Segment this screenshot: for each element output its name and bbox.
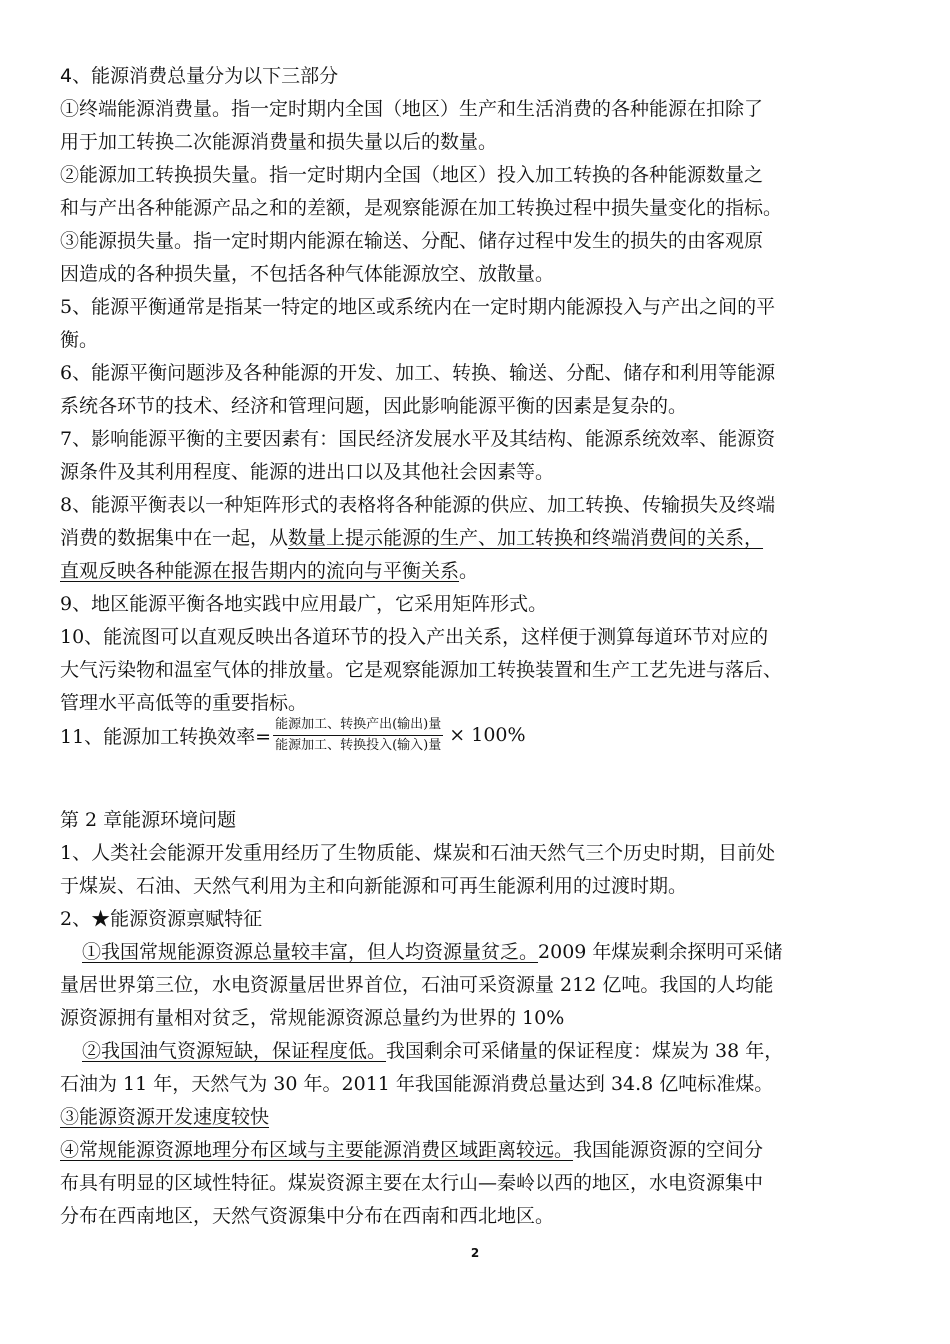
item-6: 6、能源平衡问题涉及各种能源的开发、加工、转换、输送、分配、储存和利用等能源 系统各环节的技术、经济和管理问题，因此影响能源平衡的因素是复杂的。 <box>60 362 776 417</box>
item-4-1: ①终端能源消费量。指一定时期内全国（地区）生产和生活消费的各种能源在扣除了 用于加工转换二次能源消费量和损失量以后的数量。 <box>60 98 764 153</box>
underlined-text: ②我国油气资源短缺，保证程度低。 <box>82 1040 387 1062</box>
ch2-item-2-1: ①我国常规能源资源总量较丰富，但人均资源量贫乏。2009 年煤炭剩余探明可采储 量居世界第三位，水电资源量居世界首位，石油可采资源量 212 亿吨。我国的人均能 源资源拥有量相对贫乏，常规能源资源总量约为世界的 10% <box>60 941 783 1029</box>
ch2-item-2-4: ④常规能源资源地理分布区域与主要能源消费区域距离较远。我国能源资源的空间分 布具有明显的区域性特征。煤炭资源主要在太行山—秦岭以西的地区，水电资源集中 分布在西南地区，天然气资源集中分布在西南和西北地区。 <box>60 1139 764 1227</box>
underlined-text: 数量上提示能源的生产、加工转换和终端消费间的关系， <box>288 527 764 549</box>
formula-denominator: 能源加工、转换投入(输入)量 <box>275 737 442 753</box>
ch2-item-2-heading: 2、★能源资源禀赋特征 <box>60 908 263 930</box>
formula-suffix: × 100% <box>449 724 526 746</box>
underlined-text: ①我国常规能源资源总量较丰富，但人均资源量贫乏。 <box>82 941 539 963</box>
formula-label: 11、能源加工转换效率= <box>60 725 272 748</box>
item-7: 7、影响能源平衡的主要因素有：国民经济发展水平及其结构、能源系统效率、能源资 源条件及其利用程度、能源的进出口以及其他社会因素等。 <box>60 428 776 483</box>
ch2-item-1: 1、人类社会能源开发重用经历了生物质能、煤炭和石油天然气三个历史时期，目前处 于煤炭、石油、天然气利用为主和向新能源和可再生能源利用的过渡时期。 <box>60 842 776 897</box>
formula-fraction <box>273 716 443 755</box>
item-4-heading: 4、能源消费总量分为以下三部分 <box>60 65 339 87</box>
item-4-3: ③能源损失量。指一定时期内能源在输送、分配、储存过程中发生的损失的由客观原 因造成的各种损失量，不包括各种气体能源放空、放散量。 <box>60 230 764 285</box>
formula-numerator: 能源加工、转换产出(输出)量 <box>273 716 443 736</box>
efficiency-formula <box>60 712 526 758</box>
underlined-text: ④常规能源资源地理分布区域与主要能源消费区域距离较远。 <box>60 1139 574 1161</box>
ch2-item-2-3 <box>60 1101 895 1134</box>
page-number: 2 <box>470 1246 480 1260</box>
chapter-2-title: 第 2 章能源环境问题 <box>60 809 237 831</box>
item-4-2: ②能源加工转换损失量。指一定时期内全国（地区）投入加工转换的各种能源数量之 和与产出各种能源产品之和的差额，是观察能源在加工转换过程中损失量变化的指标。 <box>60 164 783 219</box>
item-5: 5、能源平衡通常是指某一特定的地区或系统内在一定时期内能源投入与产出之间的平 衡。 <box>60 296 776 351</box>
item-9: 9、地区能源平衡各地实践中应用最广，它采用矩阵形式。 <box>60 593 548 615</box>
underlined-text: ③能源资源开发速度较快 <box>60 1106 270 1128</box>
underlined-text: 直观反映各种能源在报告期内的流向与平衡关系 <box>60 560 460 582</box>
ch2-item-2-2: ②我国油气资源短缺，保证程度低。我国剩余可采储量的保证程度：煤炭为 38 年， 石油为 11 年，天然气为 30 年。2011 年我国能源消费总量达到 34.8 亿吨标准煤。 <box>60 1040 784 1095</box>
item-8: 8、能源平衡表以一种矩阵形式的表格将各种能源的供应、加工转换、传输损失及终端 消费的数据集中在一起，从数量上提示能源的生产、加工转换和终端消费间的关系， 直观反映各种能源在报告期内的流向与平衡关系。 <box>60 494 776 582</box>
item-10: 10、能流图可以直观反映出各道环节的投入产出关系，这样便于测算每道环节对应的 大气污染物和温室气体的排放量。它是观察能源加工转换装置和生产工艺先进与落后、 管理水平高低等的重要指标。 <box>60 626 783 714</box>
